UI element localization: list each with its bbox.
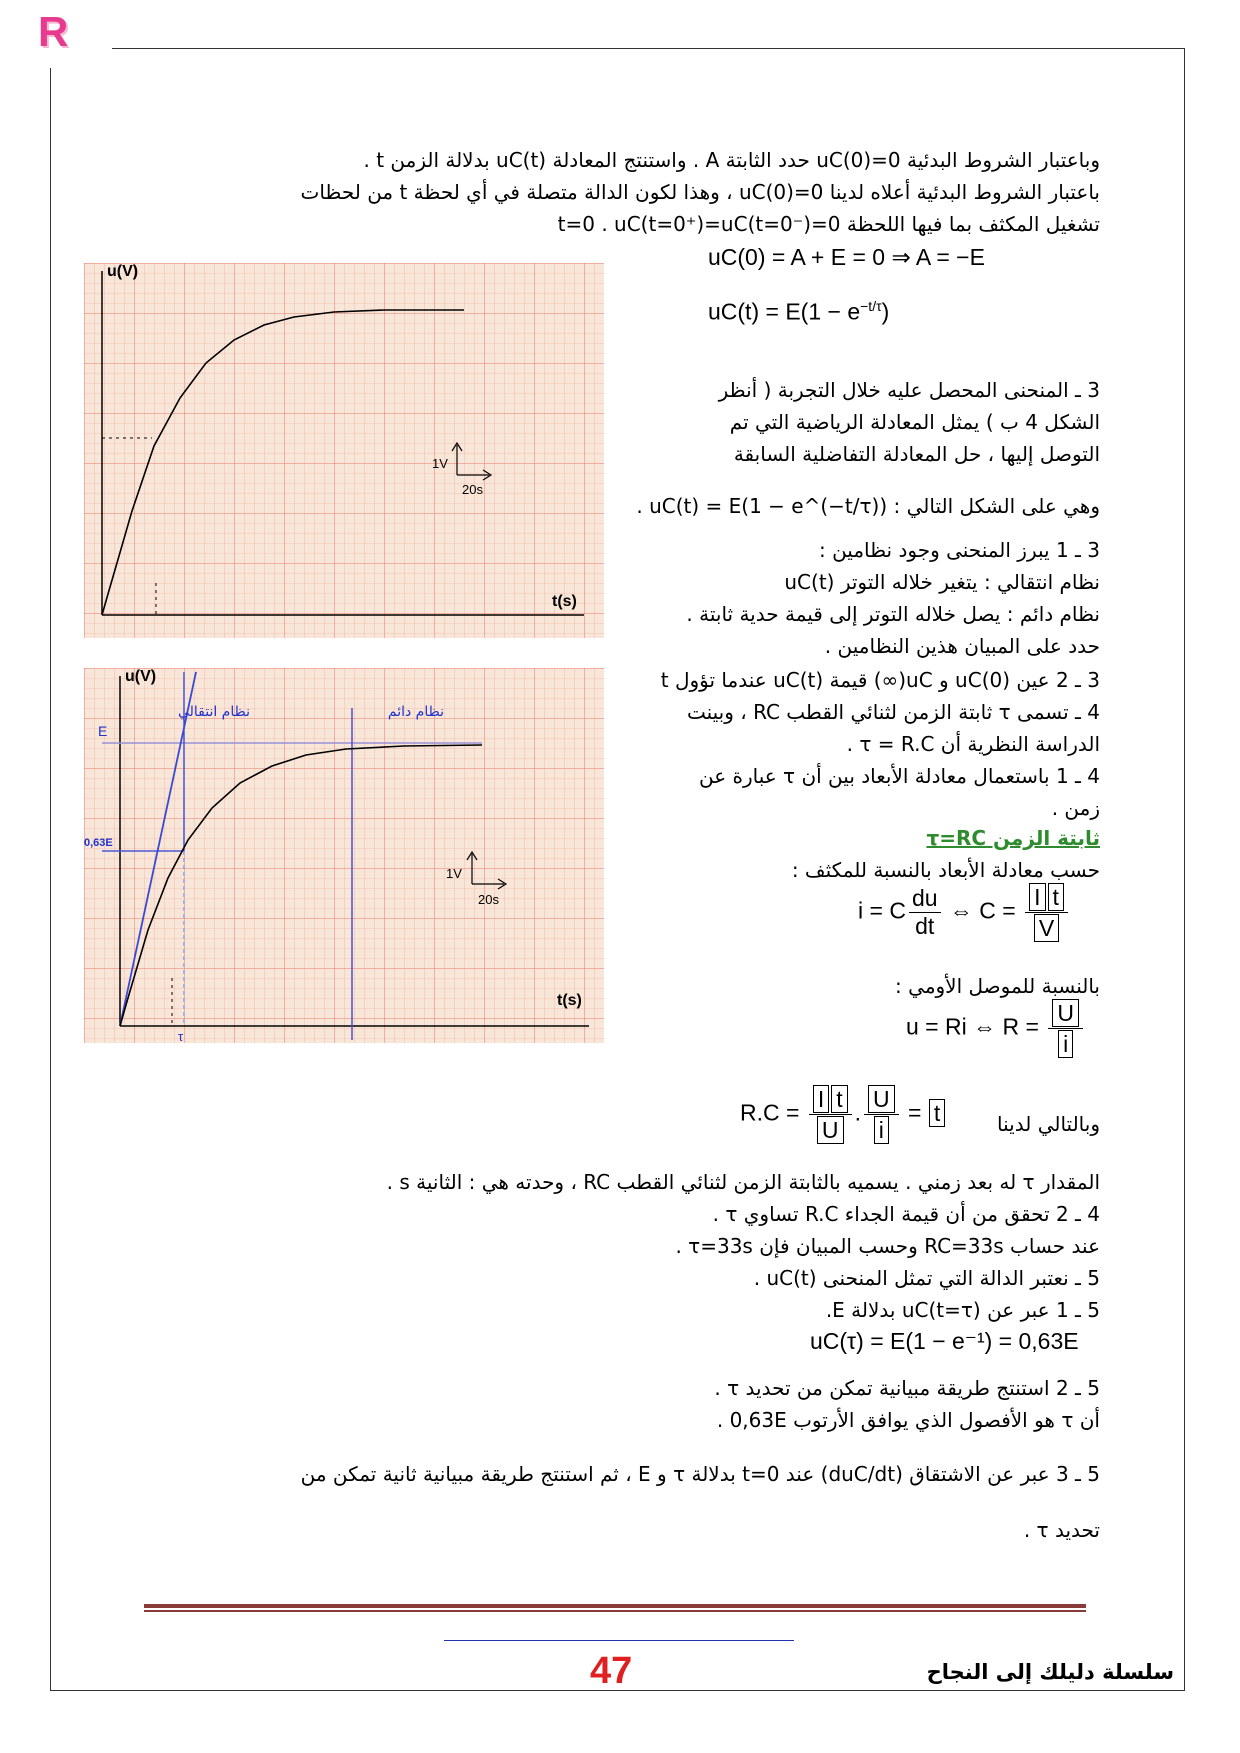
graph-charge-curve: [84, 263, 604, 638]
frame-top-border: [112, 48, 1185, 49]
footer-rule-thin: [144, 1610, 1086, 1612]
para-3: عند حساب RC=33s وحسب المبيان فإن τ=33s .: [675, 1234, 1100, 1258]
graph1-xlabel: t(s): [552, 593, 577, 610]
graph1-scale-t: 20s: [462, 482, 483, 497]
para-5: 5 ـ 1 عبر عن uC(t=τ) بدلالة E.: [825, 1298, 1100, 1322]
line-1: وباعتبار الشروط البدئية uC(0)=0 حدد الثابتة A . واستنتج المعادلة uC(t) بدلالة الزمن t .: [363, 148, 1100, 172]
q41-line-a: 4 ـ 1 باستعمال معادلة الأبعاد بين أن τ عبارة عن: [698, 764, 1100, 788]
para-6: 5 ـ 2 استنتج طريقة مبيانية تمكن من تحديد τ .: [714, 1376, 1100, 1400]
graph2-xlabel: t(s): [557, 992, 582, 1009]
series-title: سلسلة دليلك إلى النجاح: [926, 1660, 1174, 1684]
graph2-scale-t: 20s: [478, 892, 499, 907]
line-3: تشغيل المكثف بما فيها اللحظة t=0 . uC(t=0⁺)=uC(t=0⁻)=0: [557, 212, 1100, 236]
equation-solution-close: ): [881, 298, 890, 325]
label-063E: 0,63E: [84, 837, 113, 849]
q32-line: 3 ـ 2 عين uC(0) و uC(∞) قيمة uC(t) عندما تؤول t: [660, 668, 1100, 692]
equation-solution-exponent: −t/τ: [860, 298, 882, 314]
q31-line-b: نظام انتقالي : يتغير خلاله التوتر uC(t): [784, 570, 1100, 594]
logo: R: [38, 8, 69, 55]
q3-line-c: التوصل إليها ، حل المعادلة التفاضلية السابقة: [733, 442, 1100, 466]
q3-line-d: وهي على الشكل التالي : uC(t) = E(1 − e^(−t/τ)) .: [636, 494, 1100, 518]
label-transient: نظام انتقالي: [177, 704, 250, 720]
footer-blue-line: [444, 1640, 794, 1641]
q4-line-a: 4 ـ تسمى τ ثابتة الزمن لثنائي القطب RC ، وبينت: [686, 700, 1100, 724]
dim-resistor-text: بالنسبة للموصل الأومي :: [895, 974, 1100, 998]
line-2: باعتبار الشروط البدئية أعلاه لدينا uC(0)=0 ، وهذا لكون الدالة متصلة في أي لحظة t من لحظات: [300, 180, 1100, 204]
q41-line-b: زمن .: [1051, 796, 1100, 820]
q3-line-b: الشكل 4 ب ) يمثل المعادلة الرياضية التي تم: [729, 410, 1100, 434]
equation-solution-base: uC(t) = E(1 − e: [708, 298, 861, 325]
para-9: تحديد τ .: [1023, 1518, 1100, 1542]
q31-line-d: حدد على المبيان هذين النظامين .: [824, 634, 1100, 658]
section-heading: ثابتة الزمن τ=RC: [926, 826, 1100, 850]
equation-tau: uC(τ) = E(1 − e⁻¹) = 0,63E: [810, 1328, 1079, 1354]
equation-resistor: u = Ri ⇔ R = $\frac{U}{i}$: [906, 998, 1086, 1059]
label-steady: نظام دائم: [387, 704, 444, 720]
equation-initial: uC(0) = A + E = 0 ⇒ A = −E: [708, 244, 985, 270]
para-4: 5 ـ نعتبر الدالة التي تمثل المنحنى uC(t) .: [753, 1266, 1100, 1290]
graph1-scale-v: 1V: [432, 456, 448, 471]
q31-line-a: 3 ـ 1 يبرز المنحنى وجود نظامين :: [818, 538, 1100, 562]
frame-right-border: [1184, 48, 1185, 1690]
page-number: 47: [590, 1650, 633, 1692]
equation-rc-dimension: R.C = $\frac{\text{I t}}{U}$ . $\frac{U}{i}$ = t: [740, 1084, 946, 1145]
para-8: 5 ـ 3 عبر عن الاشتقاق (duC/dt) عند t=0 بدلالة τ و E ، ثم استنتج طريقة مبيانية ثانية تمكن من: [300, 1462, 1100, 1486]
label-E: E: [98, 723, 108, 739]
footer-rule-thick: [144, 1604, 1086, 1608]
frame-left-border: [50, 68, 51, 1690]
para-7: أن τ هو الأفصول الذي يوافق الأرتوب 0,63E .: [716, 1408, 1100, 1432]
q3-line-a: 3 ـ المنحنى المحصل عليه خلال التجربة ( أنظر: [718, 378, 1100, 402]
dim-result-text: وبالتالي لدينا: [997, 1112, 1100, 1136]
para-1: المقدار τ له بعد زمني . يسميه بالثابتة الزمن لثنائي القطب RC ، وحدته هي : الثانية s .: [386, 1170, 1100, 1194]
graph-time-constant: [84, 668, 604, 1043]
para-2: 4 ـ 2 تحقق من أن قيمة الجداء R.C تساوي τ .: [712, 1202, 1100, 1226]
q31-line-c: نظام دائم : يصل خلاله التوتر إلى قيمة حدية ثابتة .: [686, 602, 1100, 626]
graph2-ylabel: u(V): [125, 668, 157, 685]
q4-line-b: الدراسة النظرية أن τ = R.C .: [846, 732, 1100, 756]
graph2-scale-v: 1V: [446, 866, 462, 881]
equation-solution: [708, 298, 889, 326]
graph1-ylabel: u(V): [107, 263, 139, 280]
dim-capacitor-text: حسب معادلة الأبعاد بالنسبة للمكثف :: [791, 858, 1100, 882]
label-tau: τ: [178, 1029, 184, 1043]
equation-capacitor: i = C $\frac{du}{dt}$ ⇔ C = $\frac{\text{I t}}{V}$: [858, 882, 1071, 943]
